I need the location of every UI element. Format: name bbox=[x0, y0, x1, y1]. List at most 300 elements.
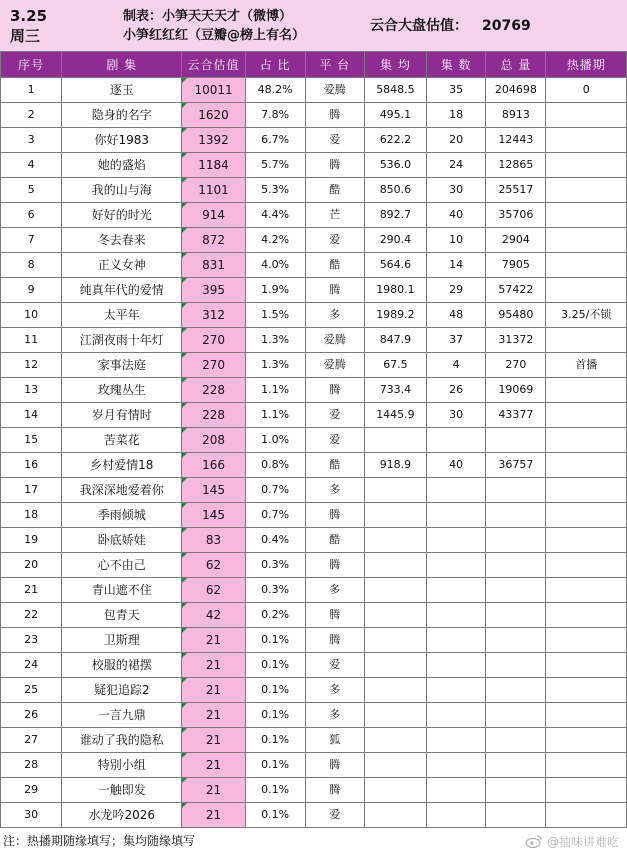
cell-title: 一言九鼎 bbox=[62, 703, 182, 728]
cell-period: 0 bbox=[546, 78, 627, 103]
market-total-value: 20769 bbox=[482, 18, 531, 34]
cell-platform: 爱腾 bbox=[305, 78, 365, 103]
footer-note: 注：热播期随缘填写；集均随缘填写 bbox=[3, 834, 196, 848]
table-row bbox=[1, 503, 627, 528]
cell-estimate: 270 bbox=[182, 353, 245, 378]
cell-title: 校服的裙摆 bbox=[62, 653, 182, 678]
cell-avg bbox=[365, 603, 427, 628]
cell-episodes bbox=[426, 428, 486, 453]
cell-period bbox=[546, 428, 627, 453]
cell-episodes: 14 bbox=[426, 253, 486, 278]
table-row bbox=[1, 153, 627, 178]
cell-estimate: 228 bbox=[182, 403, 245, 428]
cell-title: 卫斯理 bbox=[62, 628, 182, 653]
cell-title: 特别小组 bbox=[62, 753, 182, 778]
cell-episodes: 26 bbox=[426, 378, 486, 403]
table-row bbox=[1, 78, 627, 103]
cell-episodes bbox=[426, 478, 486, 503]
cell-estimate: 1620 bbox=[182, 103, 245, 128]
cell-estimate: 21 bbox=[182, 778, 245, 803]
cell-avg: 733.4 bbox=[365, 378, 427, 403]
cell-estimate: 208 bbox=[182, 428, 245, 453]
cell-avg bbox=[365, 678, 427, 703]
cell-platform: 腾 bbox=[305, 278, 365, 303]
cell-platform: 爱 bbox=[305, 403, 365, 428]
table-row bbox=[1, 603, 627, 628]
table-row bbox=[1, 178, 627, 203]
cell-avg bbox=[365, 728, 427, 753]
cell-title: 苦菜花 bbox=[62, 428, 182, 453]
market-total bbox=[370, 16, 531, 36]
table-row bbox=[1, 453, 627, 478]
cell-period bbox=[546, 103, 627, 128]
cell-avg: 5848.5 bbox=[365, 78, 427, 103]
cell-episodes: 18 bbox=[426, 103, 486, 128]
cell-estimate: 21 bbox=[182, 653, 245, 678]
cell-estimate: 10011 bbox=[182, 78, 245, 103]
cell-platform: 多 bbox=[305, 303, 365, 328]
cell-period bbox=[546, 178, 627, 203]
cell-episodes: 35 bbox=[426, 78, 486, 103]
cell-total bbox=[486, 428, 546, 453]
cell-share: 4.4% bbox=[245, 203, 305, 228]
cell-platform: 酷 bbox=[305, 528, 365, 553]
cell-period bbox=[546, 803, 627, 828]
cell-estimate: 145 bbox=[182, 503, 245, 528]
table-row bbox=[1, 653, 627, 678]
cell-total bbox=[486, 653, 546, 678]
cell-estimate: 1101 bbox=[182, 178, 245, 203]
cell-period bbox=[546, 128, 627, 153]
table-row bbox=[1, 278, 627, 303]
column-header-share: 占 比 bbox=[245, 52, 305, 78]
cell-no: 25 bbox=[1, 678, 62, 703]
cell-period bbox=[546, 453, 627, 478]
cell-platform: 腾 bbox=[305, 378, 365, 403]
cell-period bbox=[546, 628, 627, 653]
table-row bbox=[1, 403, 627, 428]
table-row bbox=[1, 378, 627, 403]
cell-estimate: 21 bbox=[182, 753, 245, 778]
cell-avg: 1445.9 bbox=[365, 403, 427, 428]
cell-no: 15 bbox=[1, 428, 62, 453]
cell-title: 岁月有情时 bbox=[62, 403, 182, 428]
cell-title: 水龙吟2026 bbox=[62, 803, 182, 828]
column-header-total: 总 量 bbox=[486, 52, 546, 78]
cell-total: 2904 bbox=[486, 228, 546, 253]
watermark bbox=[525, 832, 619, 852]
cell-period bbox=[546, 528, 627, 553]
cell-total bbox=[486, 753, 546, 778]
cell-no: 18 bbox=[1, 503, 62, 528]
cell-no: 23 bbox=[1, 628, 62, 653]
cell-estimate: 21 bbox=[182, 703, 245, 728]
cell-episodes: 30 bbox=[426, 178, 486, 203]
cell-avg bbox=[365, 653, 427, 678]
cell-avg bbox=[365, 578, 427, 603]
cell-total bbox=[486, 628, 546, 653]
weibo-logo-icon bbox=[525, 834, 543, 848]
cell-share: 5.7% bbox=[245, 153, 305, 178]
cell-share: 4.0% bbox=[245, 253, 305, 278]
cell-episodes: 30 bbox=[426, 403, 486, 428]
cell-no: 9 bbox=[1, 278, 62, 303]
cell-platform: 多 bbox=[305, 678, 365, 703]
cell-no: 8 bbox=[1, 253, 62, 278]
cell-platform: 酷 bbox=[305, 253, 365, 278]
cell-total: 19069 bbox=[486, 378, 546, 403]
cell-platform: 腾 bbox=[305, 628, 365, 653]
table-row bbox=[1, 728, 627, 753]
cell-title: 逐玉 bbox=[62, 78, 182, 103]
cell-platform: 爱 bbox=[305, 428, 365, 453]
cell-estimate: 872 bbox=[182, 228, 245, 253]
cell-avg: 495.1 bbox=[365, 103, 427, 128]
cell-platform: 爱腾 bbox=[305, 328, 365, 353]
cell-title: 隐身的名字 bbox=[62, 103, 182, 128]
cell-episodes bbox=[426, 678, 486, 703]
cell-episodes bbox=[426, 553, 486, 578]
cell-share: 7.8% bbox=[245, 103, 305, 128]
cell-share: 1.1% bbox=[245, 378, 305, 403]
cell-estimate: 312 bbox=[182, 303, 245, 328]
cell-episodes bbox=[426, 778, 486, 803]
cell-total: 270 bbox=[486, 353, 546, 378]
cell-share: 0.1% bbox=[245, 803, 305, 828]
cell-title: 你好1983 bbox=[62, 128, 182, 153]
cell-total bbox=[486, 578, 546, 603]
cell-total: 31372 bbox=[486, 328, 546, 353]
cell-total: 12865 bbox=[486, 153, 546, 178]
cell-total bbox=[486, 528, 546, 553]
cell-estimate: 1392 bbox=[182, 128, 245, 153]
cell-share: 0.8% bbox=[245, 453, 305, 478]
cell-episodes: 4 bbox=[426, 353, 486, 378]
cell-title: 谁动了我的隐私 bbox=[62, 728, 182, 753]
cell-period: 3.25/不锁 bbox=[546, 303, 627, 328]
cell-total: 36757 bbox=[486, 453, 546, 478]
table-row bbox=[1, 553, 627, 578]
table-row bbox=[1, 478, 627, 503]
cell-platform: 爱 bbox=[305, 128, 365, 153]
cell-no: 26 bbox=[1, 703, 62, 728]
cell-period bbox=[546, 253, 627, 278]
cell-period bbox=[546, 378, 627, 403]
column-header-avg: 集 均 bbox=[365, 52, 427, 78]
cell-share: 1.5% bbox=[245, 303, 305, 328]
cell-no: 5 bbox=[1, 178, 62, 203]
cell-episodes: 29 bbox=[426, 278, 486, 303]
cell-total: 7905 bbox=[486, 253, 546, 278]
table-row bbox=[1, 253, 627, 278]
cell-title: 心不由己 bbox=[62, 553, 182, 578]
table-row bbox=[1, 703, 627, 728]
column-header-episodes: 集 数 bbox=[426, 52, 486, 78]
date-label: 3.25 bbox=[10, 7, 48, 25]
cell-estimate: 831 bbox=[182, 253, 245, 278]
cell-episodes: 24 bbox=[426, 153, 486, 178]
cell-estimate: 145 bbox=[182, 478, 245, 503]
cell-avg bbox=[365, 703, 427, 728]
cell-episodes: 37 bbox=[426, 328, 486, 353]
column-header-estimate: 云合估值 bbox=[182, 52, 245, 78]
cell-share: 0.7% bbox=[245, 503, 305, 528]
cell-avg bbox=[365, 778, 427, 803]
cell-episodes: 40 bbox=[426, 203, 486, 228]
cell-total bbox=[486, 478, 546, 503]
table-row bbox=[1, 678, 627, 703]
footer bbox=[0, 829, 627, 854]
cell-total bbox=[486, 728, 546, 753]
cell-share: 0.1% bbox=[245, 753, 305, 778]
cell-title: 疑犯追踪2 bbox=[62, 678, 182, 703]
cell-period: 首播 bbox=[546, 353, 627, 378]
cell-period bbox=[546, 203, 627, 228]
cell-share: 48.2% bbox=[245, 78, 305, 103]
cell-share: 4.2% bbox=[245, 228, 305, 253]
cell-platform: 腾 bbox=[305, 503, 365, 528]
cell-no: 30 bbox=[1, 803, 62, 828]
cell-total bbox=[486, 778, 546, 803]
cell-no: 29 bbox=[1, 778, 62, 803]
cell-platform: 腾 bbox=[305, 153, 365, 178]
cell-no: 12 bbox=[1, 353, 62, 378]
cell-platform: 爱 bbox=[305, 803, 365, 828]
table-row bbox=[1, 353, 627, 378]
table-row bbox=[1, 778, 627, 803]
cell-no: 22 bbox=[1, 603, 62, 628]
cell-episodes bbox=[426, 753, 486, 778]
cell-title: 家事法庭 bbox=[62, 353, 182, 378]
cell-avg: 564.6 bbox=[365, 253, 427, 278]
cell-share: 1.1% bbox=[245, 403, 305, 428]
cell-estimate: 21 bbox=[182, 803, 245, 828]
cell-period bbox=[546, 403, 627, 428]
table-row bbox=[1, 628, 627, 653]
cell-share: 5.3% bbox=[245, 178, 305, 203]
cell-title: 纯真年代的爱情 bbox=[62, 278, 182, 303]
cell-share: 0.7% bbox=[245, 478, 305, 503]
cell-platform: 狐 bbox=[305, 728, 365, 753]
cell-no: 1 bbox=[1, 78, 62, 103]
cell-share: 1.3% bbox=[245, 353, 305, 378]
cell-share: 0.4% bbox=[245, 528, 305, 553]
cell-period bbox=[546, 728, 627, 753]
cell-episodes bbox=[426, 728, 486, 753]
cell-period bbox=[546, 478, 627, 503]
cell-title: 冬去春来 bbox=[62, 228, 182, 253]
cell-period bbox=[546, 703, 627, 728]
ratings-table bbox=[0, 51, 627, 828]
table-row bbox=[1, 578, 627, 603]
table-row bbox=[1, 128, 627, 153]
cell-share: 0.1% bbox=[245, 628, 305, 653]
table-row bbox=[1, 428, 627, 453]
cell-estimate: 1184 bbox=[182, 153, 245, 178]
cell-avg bbox=[365, 628, 427, 653]
cell-episodes bbox=[426, 628, 486, 653]
cell-episodes: 10 bbox=[426, 228, 486, 253]
table-row bbox=[1, 303, 627, 328]
cell-avg: 67.5 bbox=[365, 353, 427, 378]
table-header-row bbox=[1, 52, 627, 78]
watermark-text: @抽味讲难吃 bbox=[546, 835, 619, 849]
cell-platform: 腾 bbox=[305, 753, 365, 778]
cell-no: 28 bbox=[1, 753, 62, 778]
cell-platform: 多 bbox=[305, 703, 365, 728]
cell-no: 10 bbox=[1, 303, 62, 328]
cell-period bbox=[546, 653, 627, 678]
cell-total bbox=[486, 603, 546, 628]
cell-episodes: 20 bbox=[426, 128, 486, 153]
cell-total bbox=[486, 678, 546, 703]
cell-estimate: 83 bbox=[182, 528, 245, 553]
cell-no: 16 bbox=[1, 453, 62, 478]
cell-period bbox=[546, 578, 627, 603]
cell-title: 一触即发 bbox=[62, 778, 182, 803]
cell-episodes bbox=[426, 703, 486, 728]
cell-total: 25517 bbox=[486, 178, 546, 203]
cell-estimate: 42 bbox=[182, 603, 245, 628]
cell-title: 江湖夜雨十年灯 bbox=[62, 328, 182, 353]
cell-episodes bbox=[426, 528, 486, 553]
cell-estimate: 228 bbox=[182, 378, 245, 403]
cell-no: 13 bbox=[1, 378, 62, 403]
cell-total: 204698 bbox=[486, 78, 546, 103]
cell-platform: 芒 bbox=[305, 203, 365, 228]
table-row bbox=[1, 103, 627, 128]
cell-avg: 622.2 bbox=[365, 128, 427, 153]
cell-estimate: 62 bbox=[182, 578, 245, 603]
cell-title: 太平年 bbox=[62, 303, 182, 328]
cell-total bbox=[486, 803, 546, 828]
cell-no: 27 bbox=[1, 728, 62, 753]
cell-period bbox=[546, 228, 627, 253]
cell-share: 0.2% bbox=[245, 603, 305, 628]
cell-no: 21 bbox=[1, 578, 62, 603]
cell-estimate: 395 bbox=[182, 278, 245, 303]
cell-total bbox=[486, 553, 546, 578]
cell-episodes bbox=[426, 578, 486, 603]
cell-title: 乡村爱情18 bbox=[62, 453, 182, 478]
cell-share: 0.1% bbox=[245, 678, 305, 703]
cell-episodes: 48 bbox=[426, 303, 486, 328]
cell-title: 青山遮不住 bbox=[62, 578, 182, 603]
cell-title: 我的山与海 bbox=[62, 178, 182, 203]
cell-estimate: 21 bbox=[182, 728, 245, 753]
column-header-period: 热播期 bbox=[546, 52, 627, 78]
maker-credit-secondary: 小笋红红红（豆瓣@榜上有名） bbox=[123, 28, 306, 43]
cell-period bbox=[546, 328, 627, 353]
cell-share: 0.1% bbox=[245, 778, 305, 803]
market-total-label: 云合大盘估值： bbox=[370, 18, 468, 34]
cell-period bbox=[546, 553, 627, 578]
cell-share: 0.1% bbox=[245, 728, 305, 753]
cell-episodes bbox=[426, 603, 486, 628]
cell-episodes: 40 bbox=[426, 453, 486, 478]
cell-share: 0.3% bbox=[245, 578, 305, 603]
cell-platform: 多 bbox=[305, 578, 365, 603]
table-row bbox=[1, 528, 627, 553]
table-row bbox=[1, 228, 627, 253]
cell-avg bbox=[365, 803, 427, 828]
cell-estimate: 270 bbox=[182, 328, 245, 353]
cell-total bbox=[486, 503, 546, 528]
cell-episodes bbox=[426, 503, 486, 528]
cell-platform: 腾 bbox=[305, 778, 365, 803]
cell-avg: 850.6 bbox=[365, 178, 427, 203]
cell-no: 4 bbox=[1, 153, 62, 178]
cell-period bbox=[546, 278, 627, 303]
cell-no: 20 bbox=[1, 553, 62, 578]
cell-platform: 腾 bbox=[305, 103, 365, 128]
cell-share: 1.3% bbox=[245, 328, 305, 353]
cell-no: 19 bbox=[1, 528, 62, 553]
cell-no: 3 bbox=[1, 128, 62, 153]
cell-avg bbox=[365, 428, 427, 453]
cell-episodes bbox=[426, 653, 486, 678]
cell-share: 0.3% bbox=[245, 553, 305, 578]
cell-estimate: 21 bbox=[182, 678, 245, 703]
title-banner bbox=[0, 0, 627, 51]
cell-platform: 腾 bbox=[305, 603, 365, 628]
cell-avg bbox=[365, 753, 427, 778]
cell-avg: 892.7 bbox=[365, 203, 427, 228]
cell-avg: 536.0 bbox=[365, 153, 427, 178]
cell-share: 0.1% bbox=[245, 703, 305, 728]
cell-title: 正义女神 bbox=[62, 253, 182, 278]
cell-title: 她的盛焰 bbox=[62, 153, 182, 178]
cell-platform: 爱腾 bbox=[305, 353, 365, 378]
cell-no: 6 bbox=[1, 203, 62, 228]
table-row bbox=[1, 203, 627, 228]
cell-total: 95480 bbox=[486, 303, 546, 328]
cell-avg bbox=[365, 553, 427, 578]
cell-title: 季雨倾城 bbox=[62, 503, 182, 528]
cell-platform: 多 bbox=[305, 478, 365, 503]
cell-estimate: 21 bbox=[182, 628, 245, 653]
cell-avg: 918.9 bbox=[365, 453, 427, 478]
cell-platform: 爱 bbox=[305, 653, 365, 678]
cell-period bbox=[546, 503, 627, 528]
table-row bbox=[1, 803, 627, 828]
weekday-label: 周三 bbox=[10, 27, 41, 45]
cell-total: 8913 bbox=[486, 103, 546, 128]
cell-share: 6.7% bbox=[245, 128, 305, 153]
cell-no: 24 bbox=[1, 653, 62, 678]
cell-platform: 爱 bbox=[305, 228, 365, 253]
table-row bbox=[1, 328, 627, 353]
cell-avg bbox=[365, 478, 427, 503]
cell-title: 玫瑰丛生 bbox=[62, 378, 182, 403]
cell-avg bbox=[365, 503, 427, 528]
cell-title: 卧底娇娃 bbox=[62, 528, 182, 553]
cell-avg: 847.9 bbox=[365, 328, 427, 353]
cell-no: 11 bbox=[1, 328, 62, 353]
cell-period bbox=[546, 753, 627, 778]
cell-period bbox=[546, 778, 627, 803]
cell-platform: 腾 bbox=[305, 553, 365, 578]
maker-credit: 制表：小笋天天天才（微博） bbox=[123, 9, 293, 24]
cell-total: 12443 bbox=[486, 128, 546, 153]
cell-total: 35706 bbox=[486, 203, 546, 228]
cell-total bbox=[486, 703, 546, 728]
column-header-title: 剧 集 bbox=[62, 52, 182, 78]
cell-period bbox=[546, 678, 627, 703]
cell-title: 包青天 bbox=[62, 603, 182, 628]
cell-no: 14 bbox=[1, 403, 62, 428]
cell-no: 17 bbox=[1, 478, 62, 503]
